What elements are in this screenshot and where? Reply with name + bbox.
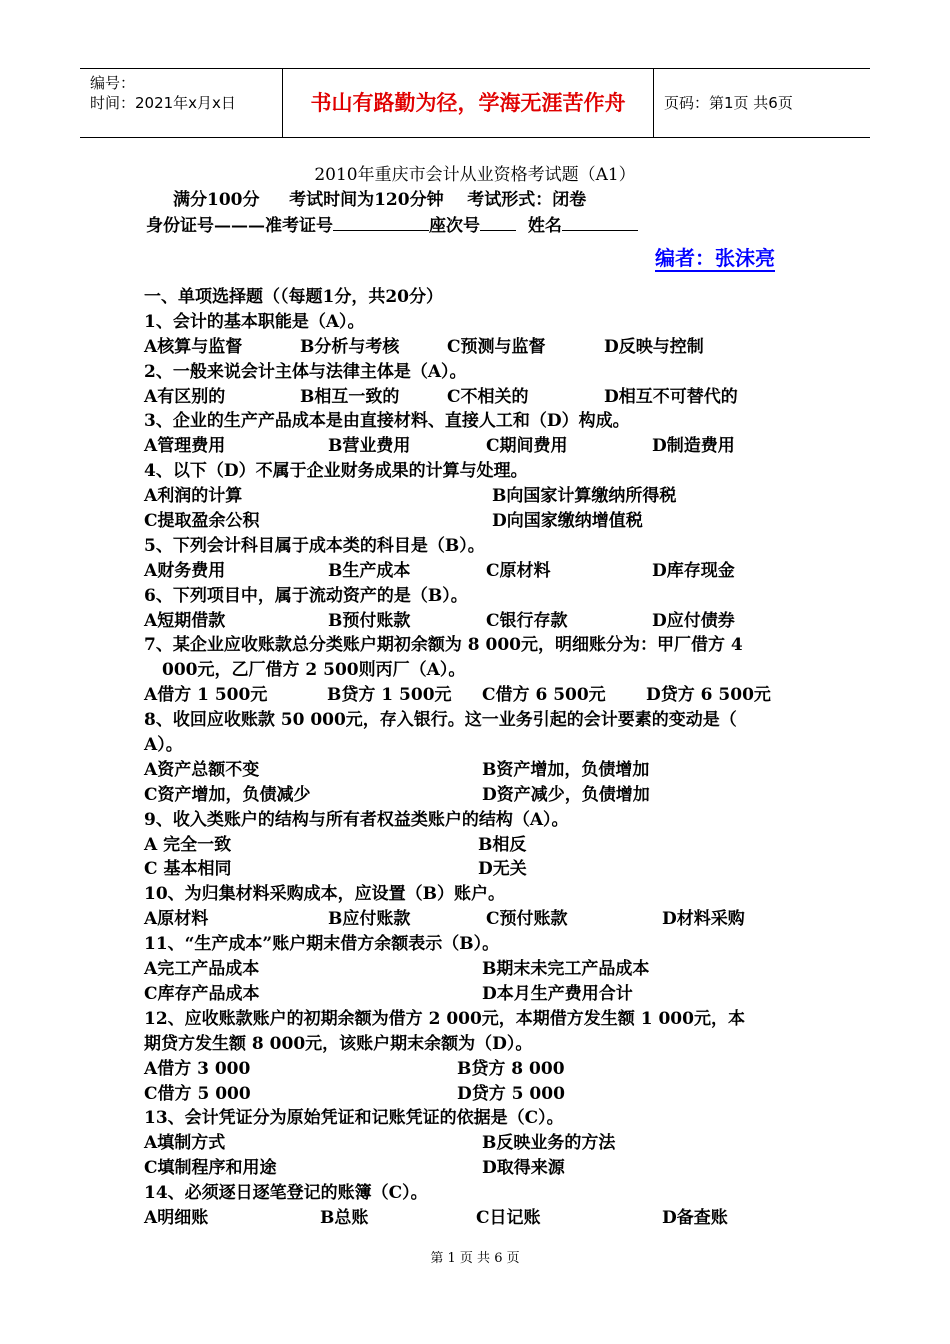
option-c: C预测与监督 bbox=[447, 336, 546, 357]
question-stem: 5、下列会计科目属于成本类的科目是（B）。 bbox=[144, 535, 485, 556]
name-blank bbox=[562, 230, 638, 231]
option-a: A管理费用 bbox=[144, 436, 226, 457]
header-meta bbox=[80, 69, 280, 137]
question-stem: 7、某企业应收账款总分类账户期初余额为 8 000元，明细账分为：甲厂借方 4 bbox=[144, 635, 743, 656]
option-a: A短期借款 bbox=[144, 610, 226, 631]
name-label: 姓名 bbox=[527, 216, 562, 236]
option-d: D应付债券 bbox=[652, 610, 735, 631]
author-link[interactable]: 编者：张沫亮 bbox=[655, 246, 775, 270]
option-row bbox=[144, 385, 824, 410]
header-motto: 书山有路勤为径，学海无涯苦作舟 bbox=[282, 69, 654, 137]
option-c: C填制程序和用途 bbox=[144, 1158, 277, 1179]
id-label: 身份证号———准考证号 bbox=[146, 216, 333, 236]
option-d: D无关 bbox=[478, 859, 527, 880]
option-b: B相反 bbox=[478, 834, 527, 855]
option-c: C日记账 bbox=[476, 1207, 541, 1228]
question-stem: 4、以下（D）不属于企业财务成果的计算与处理。 bbox=[144, 461, 528, 482]
question-stem: 2、一般来说会计主体与法律主体是（A）。 bbox=[144, 361, 467, 382]
option-row bbox=[144, 1082, 824, 1107]
exam-title: 2010年重庆市会计从业资格考试题（A1） bbox=[314, 165, 636, 185]
option-row bbox=[144, 833, 824, 858]
option-b: B期末未完工产品成本 bbox=[482, 959, 650, 980]
option-b: B贷方 8 000 bbox=[457, 1058, 565, 1079]
option-d: D库存现金 bbox=[652, 560, 735, 581]
option-row bbox=[144, 907, 824, 932]
questions bbox=[144, 285, 824, 1231]
option-c: C原材料 bbox=[486, 560, 551, 581]
option-row bbox=[144, 434, 824, 459]
option-a: A有区别的 bbox=[144, 386, 226, 407]
option-b: B应付账款 bbox=[328, 909, 411, 930]
page-header bbox=[80, 68, 870, 138]
option-c: C借方 6 500元 bbox=[482, 685, 606, 706]
question-stem: 9、收入类账户的结构与所有者权益类账户的结构（A）。 bbox=[144, 809, 569, 830]
option-c: C预付账款 bbox=[486, 909, 568, 930]
option-a: A资产总额不变 bbox=[144, 759, 260, 780]
question-stem: 1、会计的基本职能是（A）。 bbox=[144, 311, 365, 332]
option-a: A填制方式 bbox=[144, 1133, 226, 1154]
page-footer: 第 1 页 共 6 页 bbox=[430, 1251, 520, 1266]
option-b: B生产成本 bbox=[328, 560, 411, 581]
option-b: B相互一致的 bbox=[300, 386, 400, 407]
option-d: D备查账 bbox=[662, 1207, 728, 1228]
option-b: B反映业务的方法 bbox=[482, 1133, 616, 1154]
option-d: D材料采购 bbox=[662, 909, 745, 930]
option-d: D相互不可替代的 bbox=[604, 386, 738, 407]
doc-date: 时间：2021年x月x日 bbox=[90, 94, 236, 112]
option-a: A核算与监督 bbox=[144, 336, 243, 357]
option-a: A 完全一致 bbox=[144, 834, 232, 855]
question-stem: 8、收回应收账款 50 000元，存入银行。这一业务引起的会计要素的变动是（ bbox=[144, 710, 737, 731]
option-row bbox=[144, 783, 824, 808]
option-row bbox=[144, 982, 824, 1007]
option-row bbox=[144, 1131, 824, 1156]
candidate-id-line bbox=[146, 211, 638, 236]
option-row bbox=[144, 1206, 824, 1231]
option-c: C银行存款 bbox=[486, 610, 568, 631]
header-page-count: 页码：第1页 共6页 bbox=[664, 94, 793, 112]
option-a: A借方 3 000 bbox=[144, 1058, 251, 1079]
question-stem-cont: 期贷方发生额 8 000元，该账户期末余额为（D）。 bbox=[144, 1033, 533, 1054]
option-d: D取得来源 bbox=[482, 1158, 565, 1179]
option-row bbox=[144, 957, 824, 982]
option-a: A利润的计算 bbox=[144, 486, 243, 507]
option-d: D反映与控制 bbox=[604, 336, 704, 357]
doc-number-label: 编号： bbox=[90, 74, 136, 92]
section-heading: 一、单项选择题（（每题1分，共20分） bbox=[144, 287, 443, 307]
option-b: B预付账款 bbox=[328, 610, 411, 631]
option-c: C提取盈余公积 bbox=[144, 511, 260, 532]
option-d: D本月生产费用合计 bbox=[482, 983, 633, 1004]
option-a: A借方 1 500元 bbox=[144, 685, 268, 706]
option-a: A完工产品成本 bbox=[144, 959, 260, 980]
option-c: C不相关的 bbox=[447, 386, 529, 407]
option-c: C借方 5 000 bbox=[144, 1083, 251, 1104]
option-row bbox=[144, 683, 824, 708]
option-b: B贷方 1 500元 bbox=[327, 685, 452, 706]
option-d: D向国家缴纳增值税 bbox=[492, 511, 643, 532]
option-d: D制造费用 bbox=[652, 436, 735, 457]
exam-info: 满分100分 考试时间为120分钟 考试形式：闭卷 bbox=[173, 190, 587, 210]
option-row bbox=[144, 484, 824, 509]
question-stem: 11、“生产成本”账户期末借方余额表示（B）。 bbox=[144, 934, 500, 955]
option-b: B资产增加，负债增加 bbox=[482, 759, 650, 780]
question-stem: 6、下列项目中，属于流动资产的是（B）。 bbox=[144, 585, 468, 606]
seat-blank bbox=[480, 230, 516, 231]
option-b: B分析与考核 bbox=[300, 336, 400, 357]
option-b: B营业费用 bbox=[328, 436, 411, 457]
question-stem-cont: A）。 bbox=[144, 735, 183, 756]
question-stem: 12、应收账款账户的初期余额为借方 2 000元，本期借方发生额 1 000元，本 bbox=[144, 1008, 745, 1029]
option-c: C期间费用 bbox=[486, 436, 568, 457]
option-row bbox=[144, 509, 824, 534]
option-row bbox=[144, 1156, 824, 1181]
question-stem: 13、会计凭证分为原始凭证和记账凭证的依据是（C）。 bbox=[144, 1108, 564, 1129]
option-row bbox=[144, 335, 824, 360]
option-a: A原材料 bbox=[144, 909, 209, 930]
option-a: A明细账 bbox=[144, 1207, 209, 1228]
question-stem: 10、为归集材料采购成本，应设置（B）账户。 bbox=[144, 884, 506, 905]
option-c: C库存产品成本 bbox=[144, 983, 260, 1004]
exam-number-blank bbox=[333, 230, 429, 231]
option-row bbox=[144, 758, 824, 783]
option-row bbox=[144, 609, 824, 634]
option-row bbox=[144, 857, 824, 882]
option-b: B总账 bbox=[320, 1207, 369, 1228]
option-a: A财务费用 bbox=[144, 560, 226, 581]
option-row bbox=[144, 1057, 824, 1082]
option-c: C资产增加，负债减少 bbox=[144, 784, 311, 805]
question-stem: 14、必须逐日逐笔登记的账簿（C）。 bbox=[144, 1183, 428, 1204]
option-row bbox=[144, 559, 824, 584]
seat-label: 座次号 bbox=[429, 216, 480, 236]
option-d: D资产减少，负债增加 bbox=[482, 784, 650, 805]
question-stem: 3、企业的生产产品成本是由直接材料、直接人工和（D）构成。 bbox=[144, 411, 630, 432]
option-d: D贷方 6 500元 bbox=[646, 685, 771, 706]
option-c: C 基本相同 bbox=[144, 859, 232, 880]
question-stem-cont: 000元，乙厂借方 2 500则丙厂（A）。 bbox=[162, 660, 466, 681]
option-b: B向国家计算缴纳所得税 bbox=[492, 486, 677, 507]
option-d: D贷方 5 000 bbox=[457, 1083, 565, 1104]
